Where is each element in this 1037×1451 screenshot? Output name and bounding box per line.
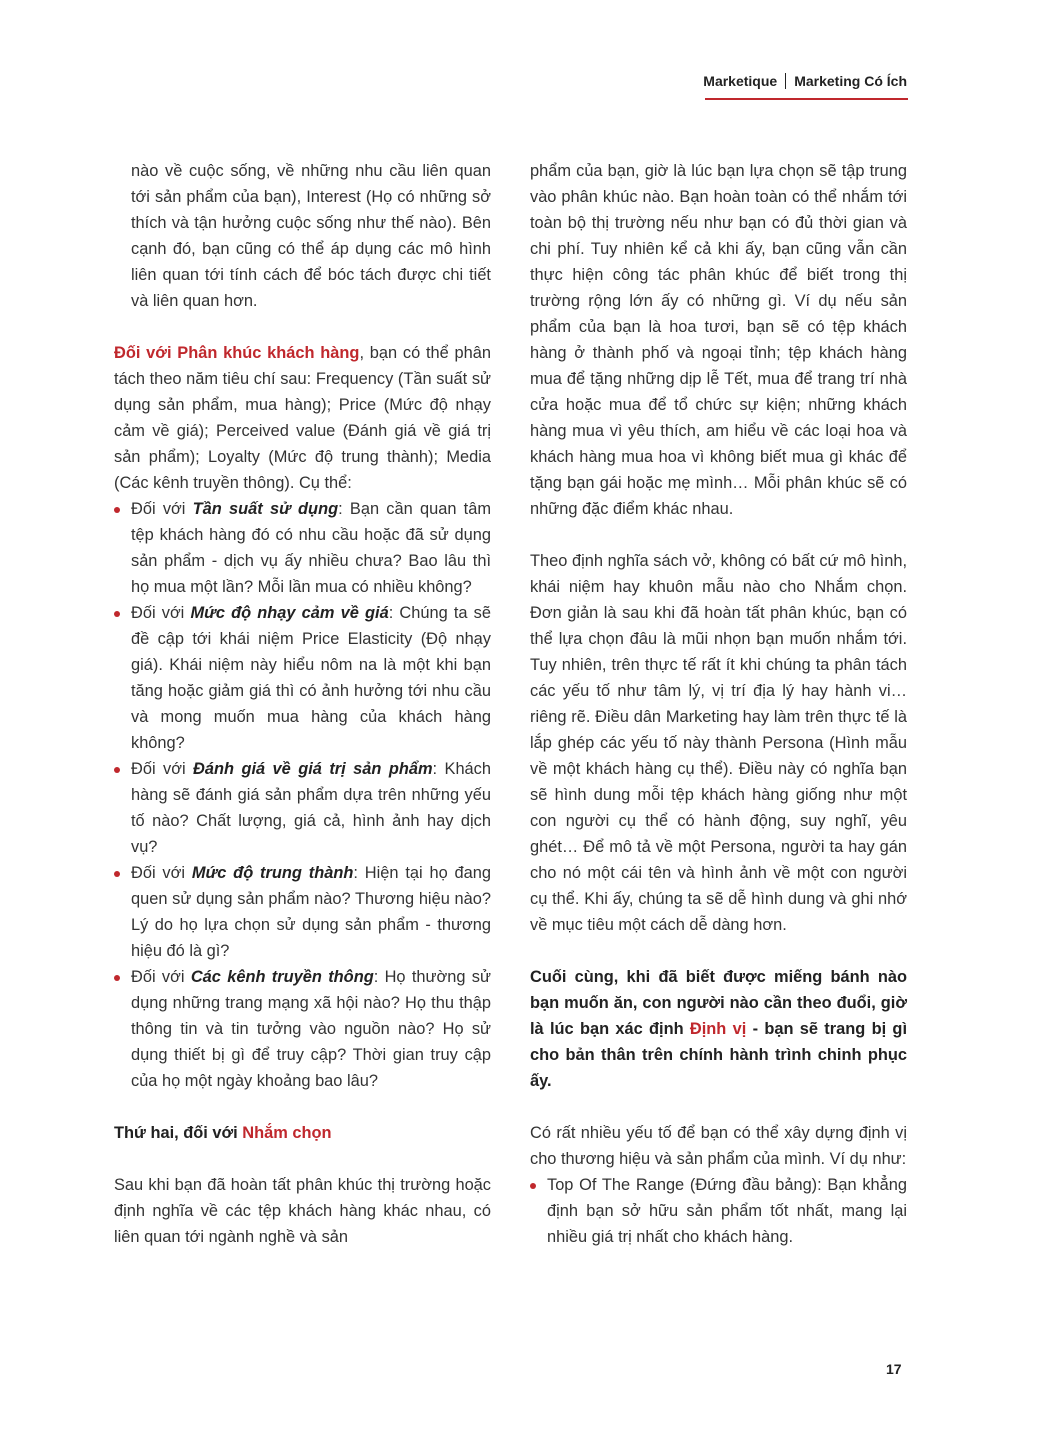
header-rule: [705, 98, 908, 100]
page-number: 17: [886, 1361, 902, 1377]
criteria-term: Các kênh truyền thông: [190, 968, 374, 986]
header-separator: [785, 73, 786, 89]
segment-text: , bạn có thể phân tách theo năm tiêu chí sau: Frequency (Tần suất sử dụng sản phẩm, mua hàng); Price (Mức độ nhạy cảm về giá); Perceived value (Đánh giá về giá trị sản phẩm); Loyalty (Mức độ trung thành); Media (Các kênh truyền thông). Cụ thể:: [114, 344, 491, 492]
criteria-term: Mức độ trung thành: [191, 864, 354, 882]
positioning-lead: Cuối cùng, khi đã biết được miếng bánh nào bạn muốn ăn, con người nào cần theo đuổi, giờ là lúc bạn xác định Định vị - bạn sẽ trang bị gì cho bản thân trên chính hành trình chinh phục ấy.: [530, 968, 908, 1090]
positioning-paragraph: Có rất nhiều yếu tố để bạn có thể xây dựng định vị cho thương hiệu và sản phẩm của mình. Ví dụ như:: [530, 1124, 907, 1168]
list-item: Top Of The Range (Đứng đầu bảng): Bạn khẳng định bạn sở hữu sản phẩm tốt nhất, mang lại nhiều giá trị nhất cho khách hàng.: [530, 1172, 907, 1250]
list-item: Đối với Tần suất sử dụng: Bạn cần quan tâm tệp khách hàng đó có nhu cầu hoặc đã sử dụng sản phẩm - dịch vụ ấy nhiều chưa? Bao lâu thì họ mua một lần? Mỗi lần mua có nhiều không?: [114, 496, 491, 600]
positioning-list: [530, 1172, 907, 1250]
criteria-term: Mức độ nhạy cảm về giá: [190, 604, 389, 622]
list-item: Đối với Mức độ nhạy cảm về giá: Chúng ta sẽ đề cập tới khái niệm Price Elasticity (Độ nhạy giá). Khái niệm này hiểu nôm na là một khi bạn tăng hoặc giảm giá thì có ảnh hưởng tới nhu cầu và mong muốn mua hàng của khách hàng không?: [114, 600, 491, 756]
targeting-heading: Thứ hai, đối với Nhắm chọn: [114, 1124, 332, 1142]
list-item: Đối với Mức độ trung thành: Hiện tại họ đang quen sử dụng sản phẩm nào? Thương hiệu nào? Lý do họ lựa chọn sử dụng sản phẩm - thương hiệu đó là gì?: [114, 860, 491, 964]
intro-paragraph: nào về cuộc sống, về những nhu cầu liên quan tới sản phẩm của bạn), Interest (Họ có những sở thích và tận hưởng cuộc sống như thế nào). Bên cạnh đó, bạn cũng có thể áp dụng các mô hình liên quan tới tính cách để bóc tách được chi tiết và liên quan hơn.: [131, 162, 491, 310]
criteria-term: Đánh giá về giá trị sản phẩm: [193, 760, 433, 778]
running-header: [703, 73, 907, 89]
segment-paragraph: [114, 340, 491, 496]
segment-heading: Đối với Phân khúc khách hàng: [114, 344, 360, 362]
left-column: [114, 158, 491, 1250]
bullet-dot-icon: [114, 767, 120, 773]
header-brand: Marketique: [703, 73, 778, 89]
bullet-dot-icon: [530, 1183, 536, 1189]
criteria-term: Tần suất sử dụng: [192, 500, 339, 518]
persona-paragraph: Theo định nghĩa sách vở, không có bất cứ mô hình, khái niệm hay khuôn mẫu nào cho Nhắm chọn. Đơn giản là sau khi đã hoàn tất phân khúc, bạn có thể lựa chọn đâu là mũi nhọn bạn muốn nhắm tới. Tuy nhiên, trên thực tế rất ít khi chúng ta phân tách các yếu tố như tâm lý, vị trí địa lý hay hành vi… riêng rẽ. Điều dân Marketing hay làm trên thực tế là lắp ghép các yếu tố này thành Persona (Hình mẫu về một khách hàng cụ thể). Điều này có nghĩa bạn sẽ hình dung mỗi tệp khách hàng giống như một con người cụ thể có hành động, suy nghĩ, yêu ghét… Để mô tả về một Persona, người ta hay gán cho nó một cái tên và hình ảnh về một con người cụ thể. Khi ấy, chúng ta sẽ dễ hình dung và ghi nhớ về mục tiêu một cách dễ dàng hơn.: [530, 552, 907, 934]
criteria-list: [114, 496, 491, 1094]
bullet-dot-icon: [114, 507, 120, 513]
list-item: Đối với Đánh giá về giá trị sản phẩm: Khách hàng sẽ đánh giá sản phẩm dựa trên những yếu tố nào? Chất lượng, giá cả, hình ảnh hay dịch vụ?: [114, 756, 491, 860]
bullet-dot-icon: [114, 871, 120, 877]
targeting-paragraph: Sau khi bạn đã hoàn tất phân khúc thị trường hoặc định nghĩa về các tệp khách hàng khác nhau, có liên quan tới ngành nghề và sản: [114, 1176, 491, 1246]
bullet-dot-icon: [114, 611, 120, 617]
header-section: Marketing Có Ích: [794, 73, 907, 89]
right-column: [530, 158, 907, 1250]
segment-example-paragraph: phẩm của bạn, giờ là lúc bạn lựa chọn sẽ tập trung vào phân khúc nào. Bạn hoàn toàn có thể nhắm tới toàn bộ thị trường nếu như bạn có đủ thời gian và chi phí. Tuy nhiên kể cả khi ấy, bạn cũng vẫn cần thực hiện công tác phân khúc để biết trong thị trường rộng lớn ấy có những gì. Ví dụ nếu sản phẩm của bạn là hoa tươi, bạn sẽ có tệp khách hàng ở thành phố và ngoại tỉnh; tệp khách hàng mua để tặng những dịp lễ Tết, mua để trang trí nhà cửa hoặc mua để tổ chức sự kiện; những khách hàng mua vì yêu thích, am hiểu về các loại hoa và khách hàng mua hoa vì không biết mua gì khác để tặng bạn gái hoặc mẹ mình… Mỗi phân khúc sẽ có những đặc điểm khác nhau.: [530, 162, 907, 518]
list-item: Đối với Các kênh truyền thông: Họ thường sử dụng những trang mạng xã hội nào? Họ thu thập thông tin và tin tưởng vào nguồn nào? Họ sử dụng thiết bị gì để truy cập? Thời gian truy cập của họ một ngày khoảng bao lâu?: [114, 964, 491, 1094]
bullet-dot-icon: [114, 975, 120, 981]
